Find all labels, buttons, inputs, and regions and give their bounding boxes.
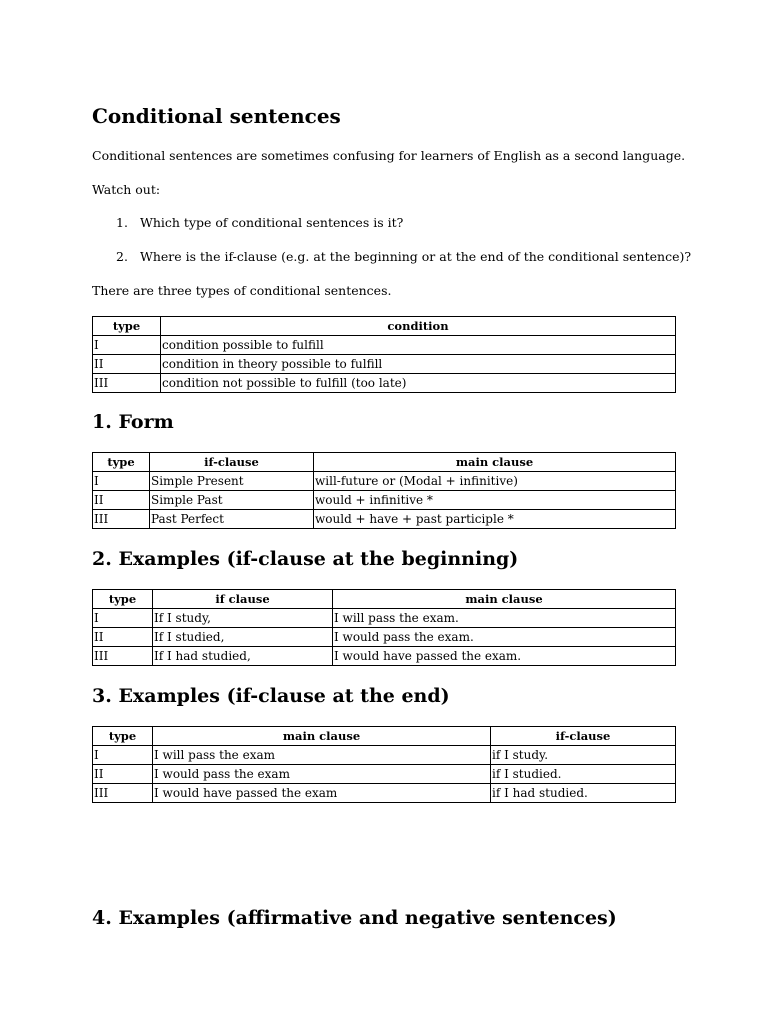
table-cell: I would pass the exam xyxy=(153,765,491,784)
header-cell: if-clause xyxy=(491,727,676,746)
table-cell: would + have + past participle * xyxy=(314,510,676,529)
examples-end-table xyxy=(92,726,676,803)
table-cell: I would pass the exam. xyxy=(333,628,676,647)
table-cell: if I had studied. xyxy=(491,784,676,803)
header-cell: if clause xyxy=(153,590,333,609)
list-item xyxy=(116,215,403,230)
types-table xyxy=(92,316,676,393)
table-cell: II xyxy=(93,628,153,647)
intro-paragraph: Conditional sentences are sometimes confusing for learners of English as a second language. xyxy=(92,148,686,163)
table-cell: Simple Present xyxy=(150,472,314,491)
table-cell: condition possible to fulfill xyxy=(161,336,676,355)
table-cell: If I study, xyxy=(153,609,333,628)
table-cell: I xyxy=(93,746,153,765)
table-cell: III xyxy=(93,374,161,393)
page-title: Conditional sentences xyxy=(92,104,341,128)
table-cell: I would have passed the exam xyxy=(153,784,491,803)
table-row xyxy=(93,510,676,529)
table-cell: II xyxy=(93,355,161,374)
header-cell: condition xyxy=(161,317,676,336)
header-cell: main clause xyxy=(153,727,491,746)
header-cell: type xyxy=(93,727,153,746)
list-item-number: 2. xyxy=(116,249,128,264)
table-cell: Simple Past xyxy=(150,491,314,510)
table-header-row xyxy=(93,590,676,609)
three-types-paragraph: There are three types of conditional sentences. xyxy=(92,283,392,298)
table-cell: If I had studied, xyxy=(153,647,333,666)
table-cell: if I study. xyxy=(491,746,676,765)
watch-out-label: Watch out: xyxy=(92,182,161,197)
table-cell: I xyxy=(93,609,153,628)
form-table xyxy=(92,452,676,529)
table-cell: I will pass the exam. xyxy=(333,609,676,628)
table-row xyxy=(93,374,676,393)
table-row xyxy=(93,784,676,803)
header-cell: type xyxy=(93,590,153,609)
table-row xyxy=(93,628,676,647)
header-cell: main clause xyxy=(333,590,676,609)
table-row xyxy=(93,491,676,510)
table-header-row xyxy=(93,317,676,336)
table-cell: II xyxy=(93,491,150,510)
table-cell: will-future or (Modal + infinitive) xyxy=(314,472,676,491)
table-header-row xyxy=(93,727,676,746)
table-cell: condition not possible to fulfill (too late) xyxy=(161,374,676,393)
header-cell: if-clause xyxy=(150,453,314,472)
table-cell: II xyxy=(93,765,153,784)
header-cell: type xyxy=(93,453,150,472)
list-item-text: Where is the if-clause (e.g. at the beginning or at the end of the conditional sentence)? xyxy=(140,249,692,264)
examples-beginning-table xyxy=(92,589,676,666)
section-heading-affirmative: 4. Examples (affirmative and negative sentences) xyxy=(92,907,617,929)
header-cell: main clause xyxy=(314,453,676,472)
table-cell: If I studied, xyxy=(153,628,333,647)
list-item-text: Which type of conditional sentences is it? xyxy=(140,215,404,230)
table-cell: III xyxy=(93,784,153,803)
table-cell: Past Perfect xyxy=(150,510,314,529)
section-heading-form: 1. Form xyxy=(92,411,174,433)
table-row xyxy=(93,746,676,765)
table-cell: I xyxy=(93,472,150,491)
table-cell: III xyxy=(93,647,153,666)
table-cell: if I studied. xyxy=(491,765,676,784)
table-cell: III xyxy=(93,510,150,529)
table-row xyxy=(93,355,676,374)
section-heading-beginning: 2. Examples (if-clause at the beginning) xyxy=(92,548,519,570)
list-item xyxy=(116,249,691,264)
table-header-row xyxy=(93,453,676,472)
table-row xyxy=(93,609,676,628)
table-cell: I will pass the exam xyxy=(153,746,491,765)
table-cell: would + infinitive * xyxy=(314,491,676,510)
table-cell: condition in theory possible to fulfill xyxy=(161,355,676,374)
table-row xyxy=(93,647,676,666)
table-row xyxy=(93,765,676,784)
table-cell: I would have passed the exam. xyxy=(333,647,676,666)
table-row xyxy=(93,472,676,491)
list-item-number: 1. xyxy=(116,215,128,230)
table-cell: I xyxy=(93,336,161,355)
table-row xyxy=(93,336,676,355)
section-heading-end: 3. Examples (if-clause at the end) xyxy=(92,685,450,707)
header-cell: type xyxy=(93,317,161,336)
